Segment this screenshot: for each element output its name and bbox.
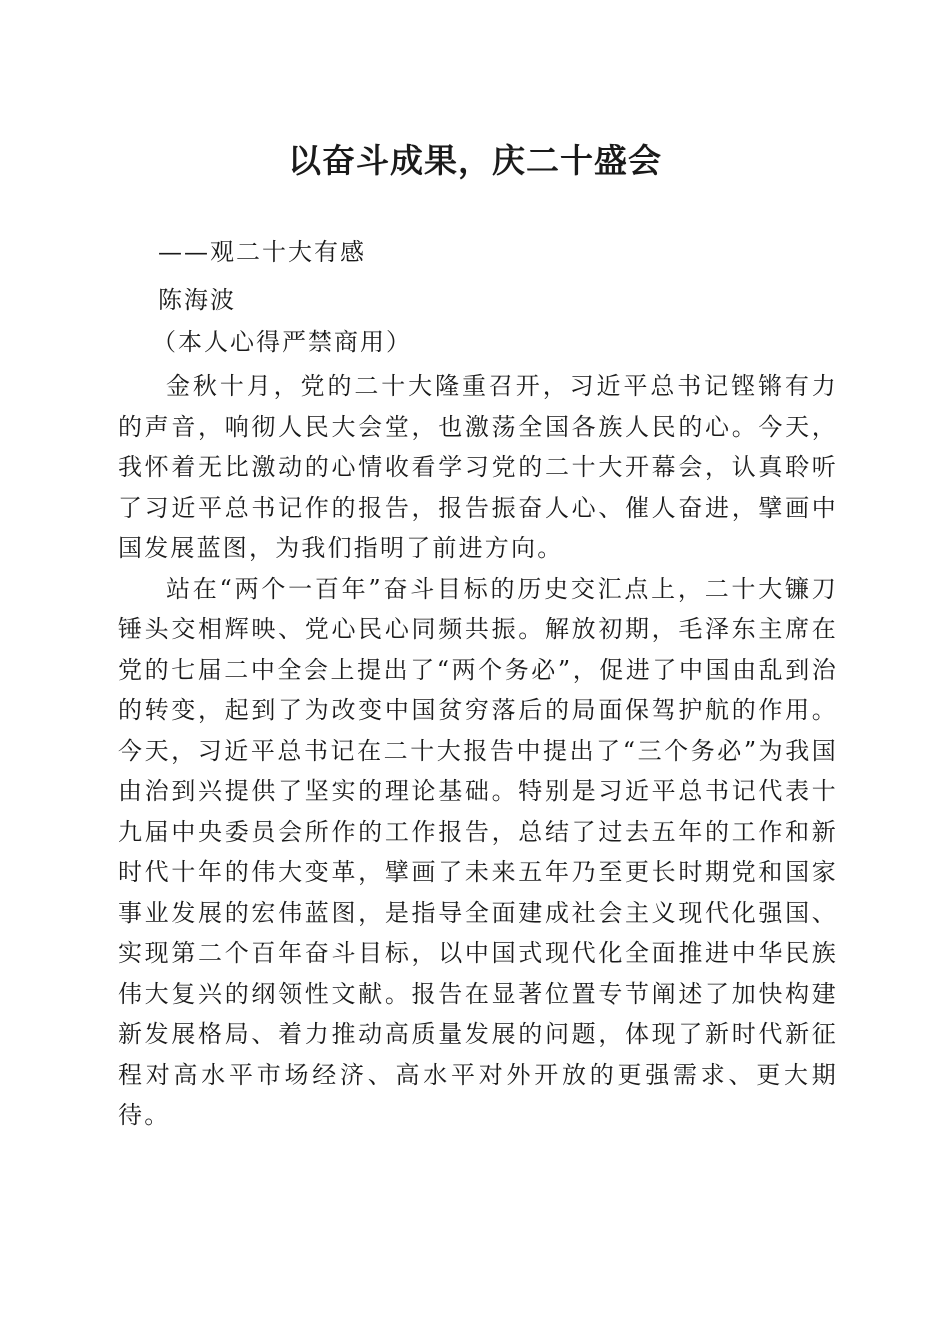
body-paragraph: 站在“两个一百年”奋斗目标的历史交汇点上，二十大镰刀锤头交相辉映、党心民心同频共振。解放初期，毛泽东主席在党的七届二中全会上提出了“两个务必”，促进了中国由乱到治的转变，起到了为改变中国贫穷落后的局面保驾护航的作用。今天，习近平总书记在二十大报告中提出了“三个务必”为我国由治到兴提供了坚实的理论基础。特别是习近平总书记代表十九届中央委员会所作的工作报告，总结了过去五年的工作和新时代十年的伟大变革，擘画了未来五年乃至更长时期党和国家事业发展的宏伟蓝图，是指导全面建成社会主义现代化强国、实现第二个百年奋斗目标，以中国式现代化全面推进中华民族伟大复兴的纲领性文献。报告在显著位置专节阐述了加快构建新发展格局、着力推动高质量发展的问题，体现了新时代新征程对高水平市场经济、高水平对外开放的更强需求、更大期待。 <box>118 574 838 1129</box>
usage-note: （本人心得严禁商用） <box>152 328 412 356</box>
document-body <box>118 366 838 1136</box>
body-paragraph: 金秋十月，党的二十大隆重召开，习近平总书记铿锵有力的声音，响彻人民大会堂，也激荡全国各族人民的心。今天，我怀着无比激动的心情收看学习党的二十大开幕会，认真聆听了习近平总书记作的报告，报告振奋人心、催人奋进，擘画中国发展蓝图，为我们指明了前进方向。 <box>118 372 838 562</box>
document-title: 以奋斗成果，庆二十盛会 <box>288 141 662 180</box>
document-subtitle: ——观二十大有感 <box>158 238 366 266</box>
author-name: 陈海波 <box>158 286 236 314</box>
